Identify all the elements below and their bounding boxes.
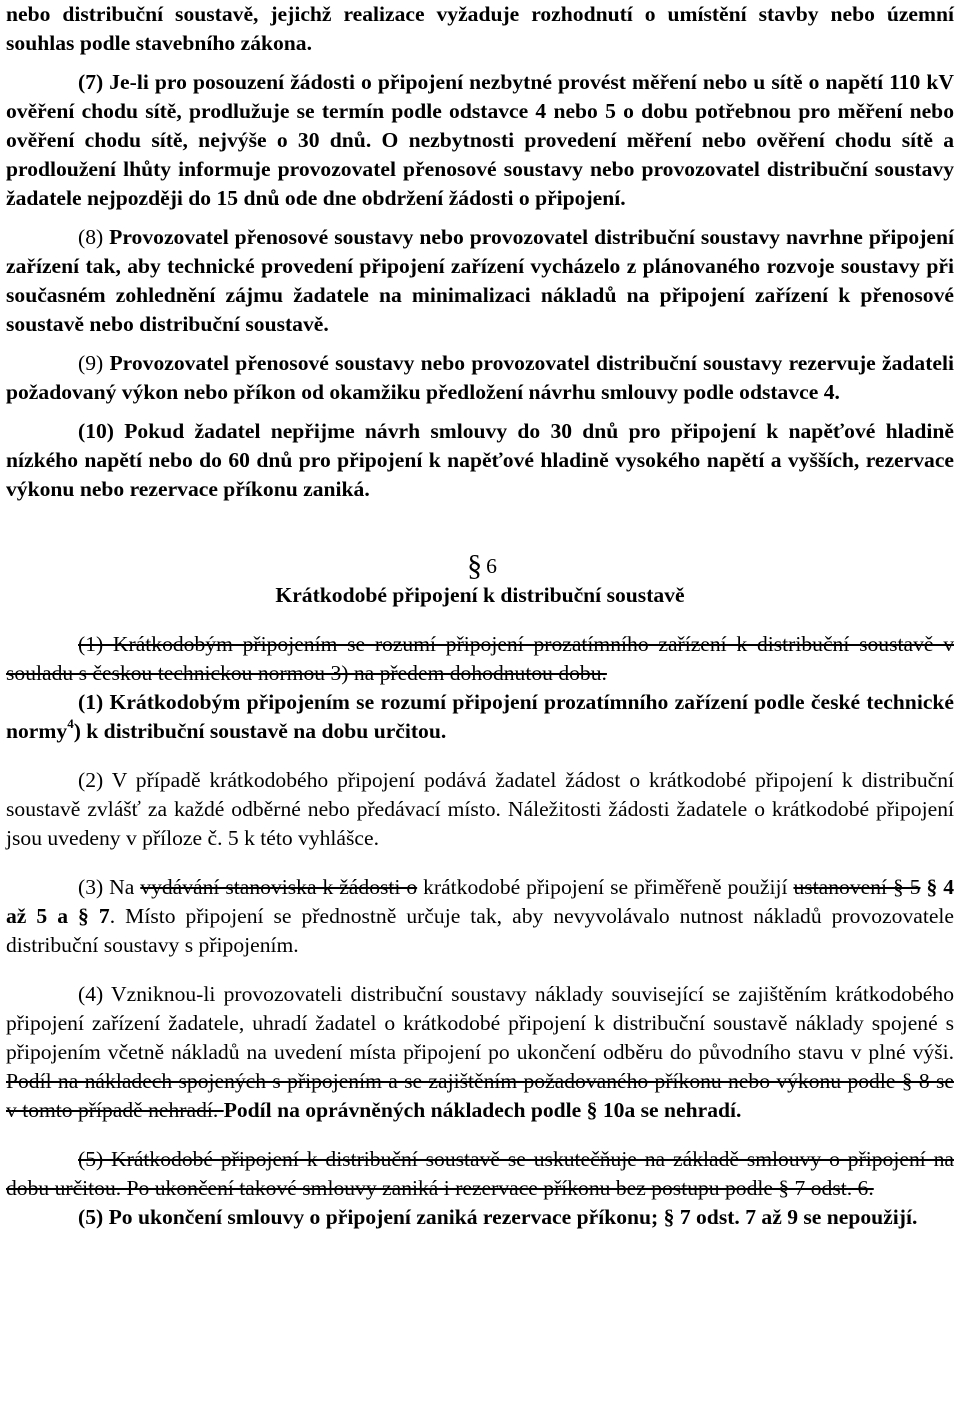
section-title: Krátkodobé připojení k distribuční soustavě — [275, 583, 685, 607]
paragraph-7: (7) Je-li pro posouzení žádosti o připojení nezbytné provést měření nebo u sítě o napětí 110 kV ověření chodu sítě, prodlužuje se termín podle odstavce 4 nebo 5 o dobu potřebnou pro měření nebo ověření chodu sítě, nejvýše o 30 dnů. O nezbytnosti provedení měření nebo ověření chodu sítě a prodloužení lhůty informuje provozovatel přenosové soustavy nebo provozovatel distribuční soustavy žadatele nejpozději do 15 dnů ode dne obdržení žádosti o připojení. — [6, 70, 954, 210]
section-6-paragraph-5-deleted: (5) Krátkodobé připojení k distribuční soustavě se uskutečňuje na základě smlouvy o připojení na dobu určitou. Po ukončení takové smlouvy zaniká i rezervace příkonu bez postupu podle § 7 odst. 6. — [6, 1147, 954, 1200]
section-6-paragraph-1-text: (1) Krátkodobým připojením se rozumí připojení prozatímního zařízení podle české technické normy — [6, 690, 954, 743]
spacer — [6, 504, 954, 552]
section-6-paragraph-4 — [6, 980, 954, 1125]
spacer — [6, 853, 954, 873]
spacer — [6, 339, 954, 349]
p3-part-3: . Místo připojení se přednostně určuje tak, aby nevyvolávalo nutnost nákladů provozovatele distribuční soustavy s připojením. — [6, 904, 954, 957]
p3-part-1: (3) Na — [78, 875, 141, 899]
footnote-ref: 4 — [67, 715, 74, 731]
intro-paragraph: nebo distribuční soustavě, jejichž realizace vyžaduje rozhodnutí o umístění stavby nebo územní souhlas podle stavebního zákona. — [6, 2, 954, 55]
spacer — [6, 213, 954, 223]
p3-part-2: krátkodobé připojení se přiměřeně použijí — [417, 875, 794, 899]
section-symbol: § — [467, 549, 483, 582]
section-6-paragraph-3 — [6, 873, 954, 960]
spacer — [6, 960, 954, 980]
spacer — [6, 610, 954, 630]
section-number-value: 6 — [486, 554, 497, 578]
paragraph-8-text: Provozovatel přenosové soustavy nebo provozovatel distribuční soustavy navrhne připojení zařízení tak, aby technické provedení připojení zařízení vycházelo z plánovaného rozvoje soustavy při současném zohlednění zájmu žadatele na minimalizaci nákladů na připojení zařízení k přenosové soustavě nebo distribuční soustavě. — [6, 225, 955, 336]
p4-part-1: (4) Vzniknou-li provozovateli distribuční soustavy náklady související se zajištěním krátkodobého připojení zařízení žadatele, uhradí žadatel o krátkodobé připojení k distribuční soustavě náklady spojené s připojením včetně nákladů na uvedení místa připojení po ukončení odběru do původního stavu v plné výši. — [6, 982, 954, 1064]
section-6-paragraph-2: (2) V případě krátkodobého připojení podává žadatel žádost o krátkodobé připojení k distribuční soustavě zvlášť za každé odběrné nebo předávací místo. Náležitosti žádosti žadatele o krátkodobé připojení jsou uvedeny v příloze č. 5 k této vyhlášce. — [6, 768, 954, 850]
paragraph-9-text: Provozovatel přenosové soustavy nebo provozovatel distribuční soustavy rezervuje žadateli požadovaný výkon nebo příkon od okamžiku předložení návrhu smlouvy podle odstavce 4. — [6, 351, 954, 404]
p3-deleted-2: ustanovení § 5 — [793, 875, 921, 899]
section-number — [6, 549, 954, 582]
section-6-paragraph-5: (5) Po ukončení smlouvy o připojení zaniká rezervace příkonu; § 7 odst. 7 až 9 se nepoužijí. — [78, 1205, 918, 1229]
paragraph-8-number: (8) — [78, 225, 110, 249]
spacer — [6, 407, 954, 417]
spacer — [6, 1125, 954, 1145]
p4-deleted: Podíl na nákladech spojených s připojením a se zajištěním požadovaného příkonu nebo výkonu podle § 8 se v tomto případě nehradí. — [6, 1069, 954, 1122]
spacer — [6, 746, 954, 766]
paragraph-9 — [6, 349, 954, 407]
section-6-paragraph-1-tail: ) k distribuční soustavě na dobu určitou. — [73, 719, 447, 743]
p3-deleted-1: vydávání stanoviska k žádosti o — [140, 875, 418, 899]
paragraph-9-number: (9) — [78, 351, 110, 375]
p3-inserted: § 4 až 5 a § 7 — [6, 875, 954, 928]
spacer — [6, 58, 954, 68]
p4-inserted: Podíl na oprávněných nákladech podle § 10a se nehradí. — [223, 1098, 742, 1122]
paragraph-10: (10) Pokud žadatel nepřijme návrh smlouvy do 30 dnů pro připojení k napěťové hladině nízkého napětí nebo do 60 dnů pro připojení k napěťové hladině vysokého napětí a vyšších, rezervace výkonu nebo rezervace příkonu zaniká. — [6, 419, 954, 501]
section-6-paragraph-1 — [6, 688, 954, 746]
section-6-paragraph-1-deleted: (1) Krátkodobým připojením se rozumí připojení prozatímního zařízení k distribuční soustavě v souladu s českou technickou normou 3) na předem dohodnutou dobu. — [6, 632, 954, 685]
paragraph-8 — [6, 223, 954, 339]
document-page — [6, 0, 954, 1232]
